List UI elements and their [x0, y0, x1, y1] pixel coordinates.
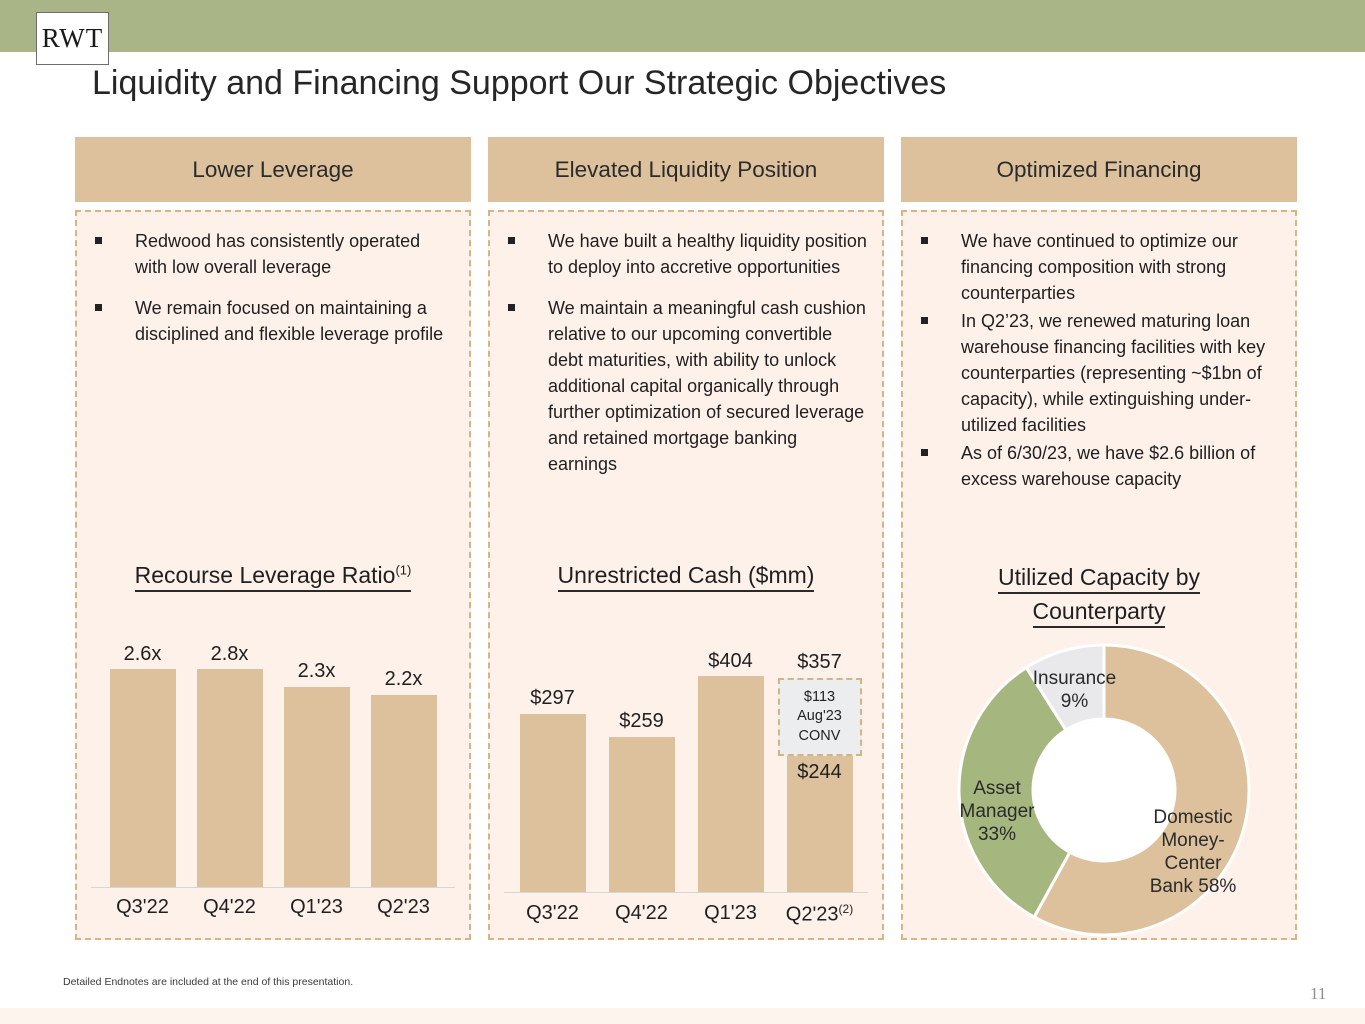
bar-group: [775, 650, 864, 892]
category-label: Q2'23$^{(2)}$: [785, 902, 854, 926]
bar-q2-23: [371, 695, 437, 887]
remainder-value-label: $244: [797, 761, 842, 783]
bar-q1-23: [698, 676, 764, 892]
category-label: Q4'22: [203, 896, 256, 918]
top-green-bar: [0, 0, 1365, 52]
bar-group: [686, 650, 775, 892]
bar-value-label: 2.8x: [210, 643, 249, 665]
bullet-text: We have built a healthy liquidity position to deploy into accretive opportunities: [548, 231, 867, 277]
bullet-item: [919, 228, 1281, 306]
chart1-axis-line: [91, 887, 455, 888]
chart1-category-labels: [99, 896, 447, 919]
bar-value-label: $297: [530, 687, 575, 709]
donut-title-line1: Utilized Capacity by: [903, 564, 1295, 591]
aug23-conv-callout: [778, 678, 862, 756]
bar-group: [273, 643, 360, 887]
bullet-item: [506, 228, 868, 280]
bar-q1-23: [284, 687, 350, 887]
callout-line: $113: [803, 689, 836, 706]
bar-value-label: 2.2x: [384, 668, 423, 690]
rwt-logo-text: RWT: [41, 23, 104, 53]
rwt-logo: [36, 12, 109, 65]
category-label: Q2'23: [377, 896, 430, 918]
bullet-text: We remain focused on maintaining a disciplined and flexible leverage profile: [135, 298, 444, 344]
panel-lower-leverage: [75, 210, 471, 940]
chart1-title-text: Recourse Leverage Ratio: [134, 562, 396, 588]
bar-q4-22: [197, 669, 263, 887]
bullet-list-elevated-liquidity: [490, 212, 882, 477]
bar-value-label: 2.6x: [123, 643, 162, 665]
bullet-text: As of 6/30/23, we have $2.6 billion of excess warehouse capacity: [961, 443, 1256, 489]
bar-q4-22: [609, 737, 675, 892]
panel-elevated-liquidity: [488, 210, 884, 940]
bar-q3-22: [520, 714, 586, 892]
bullet-text: We have continued to optimize our financing composition with strong counterparties: [961, 231, 1238, 303]
chart2-axis-line: [504, 892, 868, 893]
callout-line: CONV: [798, 727, 841, 744]
column-header-lower-leverage: Lower Leverage: [75, 137, 471, 202]
category-label: Q1'23: [290, 896, 343, 918]
bullet-item: [919, 440, 1281, 492]
category-label: Q1'23: [704, 902, 757, 924]
chart1-title: [77, 562, 469, 589]
category-label: Q3'22: [116, 896, 169, 918]
bar-group: [186, 643, 273, 887]
chart2-title-text: Unrestricted Cash ($mm): [557, 562, 815, 588]
bullet-square-icon: [95, 237, 102, 244]
slide-title: Liquidity and Financing Support Our Strategic Objectives: [92, 64, 947, 102]
bullet-square-icon: [508, 304, 515, 311]
bar-value-label: 2.3x: [297, 660, 336, 682]
bullet-square-icon: [921, 237, 928, 244]
chart1-title-footnote-marker: (1): [395, 562, 412, 578]
donut-label-asset-manager: Asset Manager 33%: [959, 778, 1035, 845]
bullet-item: [93, 295, 455, 347]
chart2-title: [490, 562, 882, 589]
donut-label-insurance: Insurance 9%: [1032, 668, 1117, 712]
bullet-item: [919, 308, 1281, 438]
bullet-square-icon: [921, 449, 928, 456]
bullet-square-icon: [921, 317, 928, 324]
bar-value-label: $357: [797, 651, 842, 673]
bullet-list-optimized-financing: [903, 212, 1295, 492]
bullet-text: Redwood has consistently operated with low overall leverage: [135, 231, 421, 277]
category-footnote-marker: (2): [838, 902, 854, 916]
bullet-text: In Q2’23, we renewed maturing loan warehouse financing facilities with key counterparties (representing ~$1bn of capacity), while extinguishing under-utilized facilities: [961, 311, 1266, 435]
endnotes-footnote: Detailed Endnotes are included at the end of this presentation.: [63, 976, 354, 988]
bullet-square-icon: [95, 304, 102, 311]
bar-group: [360, 643, 447, 887]
chart2-bars: [508, 650, 864, 892]
callout-line: Aug'23: [797, 708, 842, 725]
bullet-list-lower-leverage: [77, 212, 469, 347]
category-label: Q3'22: [526, 902, 579, 924]
bar-value-label: $404: [708, 650, 753, 672]
bar-group: [99, 643, 186, 887]
donut-label-domestic-bank: Domestic Money- Center Bank 58%: [1149, 807, 1237, 897]
page-number: 11: [1310, 984, 1327, 1003]
bullet-text: We maintain a meaningful cash cushion relative to our upcoming convertible debt maturities, with ability to unlock additional capital organically through further optimization of secured leverage and retained mortgage banking earnings: [548, 298, 866, 474]
column-header-optimized-financing: Optimized Financing: [901, 137, 1297, 202]
chart1-bars: [99, 643, 447, 887]
bottom-cream-strip: [0, 1008, 1365, 1024]
bar-remainder-segment: [787, 756, 853, 892]
bar-value-label: $259: [619, 710, 664, 732]
bullet-item: [506, 295, 868, 477]
bar-group: [597, 650, 686, 892]
bullet-item: [93, 228, 455, 280]
bar-q3-22: [110, 669, 176, 887]
chart2-category-labels: [508, 902, 864, 927]
bullet-square-icon: [508, 237, 515, 244]
bar-q2-23-stacked: [777, 678, 863, 892]
bar-group: [508, 650, 597, 892]
column-header-elevated-liquidity: Elevated Liquidity Position: [488, 137, 884, 202]
category-label: Q4'22: [615, 902, 668, 924]
panel-optimized-financing: [901, 210, 1297, 940]
donut-title-line2: Counterparty: [903, 598, 1295, 625]
